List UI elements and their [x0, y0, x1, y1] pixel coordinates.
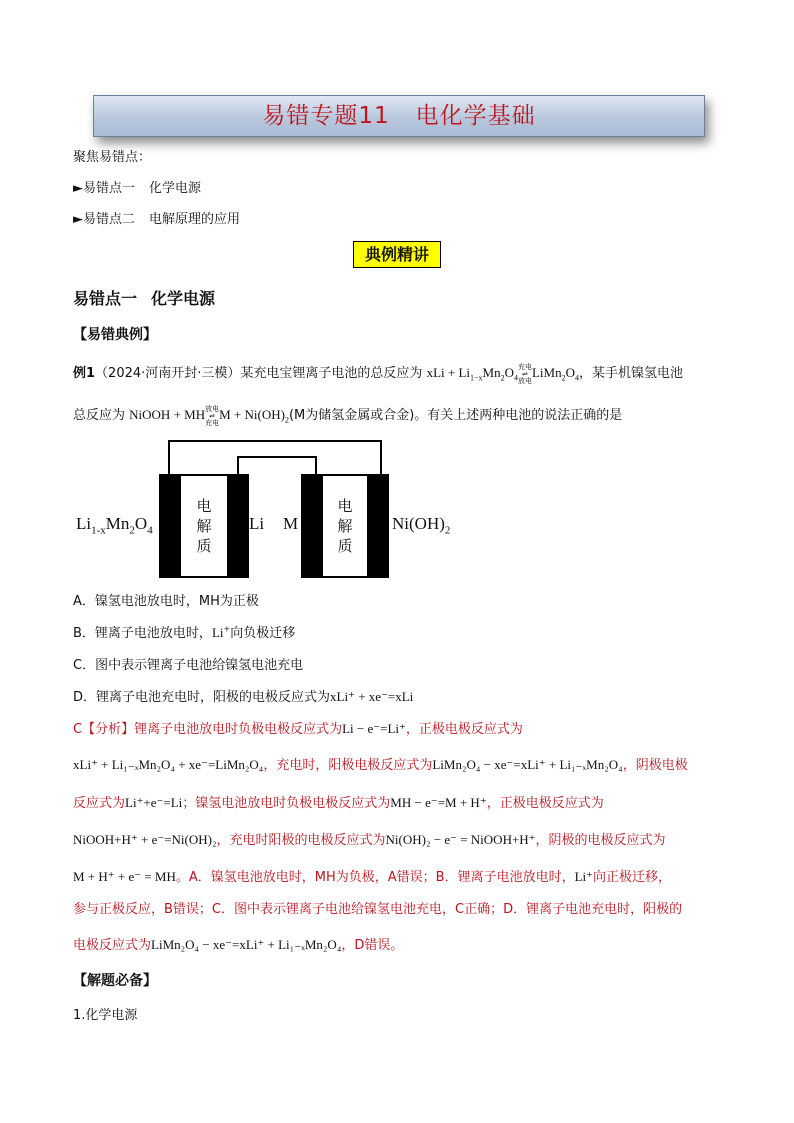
focus-item-topic: 化学电源: [149, 181, 202, 196]
analysis-line-2: xLi⁺ + Li₁₋ₓMn₂O₄ + xe⁻=LiMn₂O₄，充电时，阳极电极反应式为LiMn₂O₄ − xe⁻=xLi⁺ + Li₁₋ₓMn₂O₄，阴极电极: [73, 757, 688, 773]
section-label: 易错点一: [73, 289, 138, 308]
electrode-plate: [159, 474, 179, 578]
electrode-plate: [229, 474, 249, 578]
example-line2-note: (M为储氢金属或合金)。有关上述两种电池的说法正确的是: [288, 408, 623, 423]
option-text: 锂离子电池放电时，: [94, 626, 212, 641]
banner-title-part2: 电化学基础: [415, 103, 536, 129]
electrode-plate: [301, 474, 321, 578]
option-key: B．: [73, 626, 95, 641]
typical-examples-badge: 典例精讲: [353, 241, 441, 268]
electrolyte-label-2: 电解质: [337, 497, 353, 555]
battery-diagram: [74, 438, 484, 580]
typical-example-heading: 【易错典例】: [73, 327, 157, 343]
example-line-1: [73, 362, 683, 385]
electrode-plate: [369, 474, 389, 578]
example-line-2: [73, 404, 622, 427]
option-chem: Li: [211, 625, 224, 640]
banner-title-part1: 易错专题11: [262, 103, 390, 129]
example-source: （2024·河南开封·三模）: [95, 366, 241, 381]
focus-marker-icon: ►: [73, 212, 83, 227]
solving-heading: 【解题必备】: [73, 973, 157, 989]
section-title: [73, 286, 215, 309]
left-electrode-label: $Li_{1-x}Mn_2O_4$: [76, 514, 153, 537]
option-key: D．: [73, 690, 97, 705]
analysis-line-5: M + H⁺ + e⁻ = MH。A．镍氢电池放电时，MH为负极，A错误；B．锂离子电池放电时，Li⁺向正极迁移，: [73, 869, 672, 885]
focus-item-label: 易错点二: [83, 212, 136, 227]
reversible-arrow-icon: 放电 ⇌ 充电: [205, 404, 220, 427]
analysis-label: 【分析】: [82, 722, 135, 737]
wire: [237, 456, 317, 458]
answer-letter: C: [73, 722, 83, 737]
reversible-arrow-icon: 充电 ⇌ 放电: [517, 362, 532, 385]
wire: [168, 440, 170, 474]
option-text: 向负极迁移: [230, 626, 296, 641]
li-electrode-label: Li: [249, 514, 265, 533]
option-key: C．: [73, 658, 96, 673]
analysis-line-1: C【分析】锂离子电池放电时负极电极反应式为Li − e⁻=Li⁺，正极电极反应式为: [73, 721, 523, 737]
m-electrode-label: M: [283, 514, 299, 533]
wire: [237, 456, 239, 474]
option-b[interactable]: B．锂离子电池放电时，Li+向负极迁移: [73, 624, 296, 641]
wire: [168, 440, 382, 442]
option-key: A．: [73, 594, 95, 609]
option-a[interactable]: [73, 590, 259, 609]
focus-item-1: [73, 177, 201, 196]
analysis-line-4: NiOOH+H⁺ + e⁻=Ni(OH)₂，充电时阳极的电极反应式为Ni(OH)₂ − e⁻ = NiOOH+H⁺，阴极的电极反应式为: [73, 832, 666, 848]
analysis-line-3: 反应式为Li⁺+e⁻=Li；镍氢电池放电时负极电极反应式为MH − e⁻=M + H⁺，正极电极反应式为: [73, 795, 604, 811]
wire: [380, 440, 382, 474]
electrolyte-label-1: 电解质: [196, 497, 212, 555]
analysis-line-6: 参与正极反应，B错误；C．图中表示锂离子电池给镍氢电池充电，C正确；D．锂离子电池充电时，阳极的: [73, 902, 683, 917]
option-c[interactable]: [73, 654, 303, 673]
focus-item-2: [73, 208, 240, 227]
title-banner: [93, 95, 705, 137]
option-text: 镍氢电池放电时，MH为正极: [94, 594, 259, 609]
section-topic: 化学电源: [151, 289, 216, 308]
focus-marker-icon: ►: [73, 181, 83, 196]
focus-heading: 聚焦易错点：: [73, 150, 152, 165]
right-electrode-label: $Ni(OH)_2$: [392, 514, 451, 537]
option-chem: xLi⁺ + xe⁻=xLi: [330, 689, 414, 704]
focus-item-topic: 电解原理的应用: [149, 212, 241, 227]
focus-item-label: 易错点一: [83, 181, 136, 196]
option-text: 图中表示锂离子电池给镍氢电池充电: [95, 658, 304, 673]
example-intro: 某充电宝锂离子电池的总反应为: [240, 366, 423, 381]
subsection-title: 1.化学电源: [73, 1008, 138, 1023]
wire: [315, 456, 317, 474]
example-label: 例1: [73, 366, 96, 381]
equation-1: xLi + $Li_{1-x}Mn_2O_4$充电 ⇌ 放电$LiMn_2O_4$: [426, 362, 579, 385]
equation-2: NiOOH + MH放电 ⇌ 充电$M + Ni(OH)_2$: [129, 404, 289, 427]
option-d[interactable]: [73, 686, 413, 705]
example-tail: ，某手机镍氢电池: [578, 366, 683, 381]
option-text: 锂离子电池充电时，阳极的电极反应式为: [96, 690, 331, 705]
analysis-line-7: 电极反应式为LiMn₂O₄ − xe⁻=xLi⁺ + Li₁₋ₓMn₂O₄，D错误。: [73, 937, 404, 953]
example-line2-prefix: 总反应为: [73, 408, 126, 423]
